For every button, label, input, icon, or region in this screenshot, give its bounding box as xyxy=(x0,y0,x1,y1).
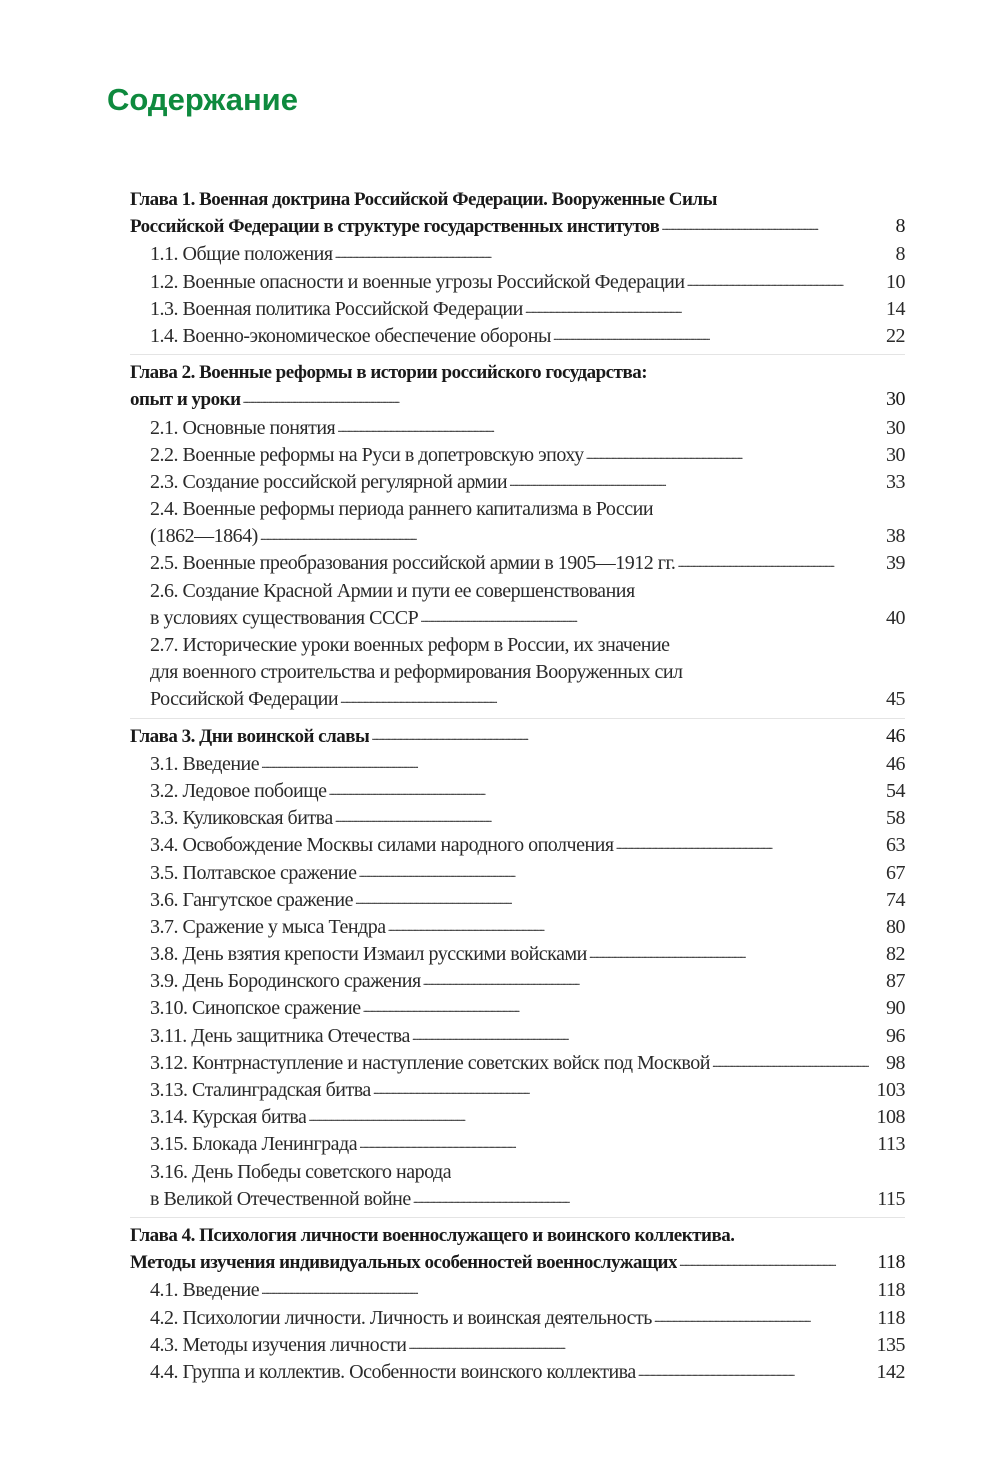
dot-leader xyxy=(423,967,884,987)
toc-section-line[interactable] xyxy=(130,549,905,576)
dot-leader xyxy=(589,940,884,960)
dot-leader xyxy=(261,1276,875,1296)
page-number: 135 xyxy=(876,1333,905,1356)
toc-section-line[interactable] xyxy=(130,967,905,994)
page-number: 58 xyxy=(886,807,905,830)
section-title: 3.14. Курская битва xyxy=(150,1106,307,1129)
page-number: 14 xyxy=(886,297,905,320)
section-title: в Великой Отечественной войне xyxy=(150,1187,411,1210)
dot-leader xyxy=(420,604,884,624)
page-number: 45 xyxy=(886,688,905,711)
toc-section-line[interactable] xyxy=(130,1022,905,1049)
toc-section-line[interactable] xyxy=(130,913,905,940)
dot-leader xyxy=(413,1185,875,1205)
dot-leader xyxy=(616,831,884,851)
toc-section-line[interactable] xyxy=(130,831,905,858)
page-number: 118 xyxy=(877,1279,905,1302)
section-title: 3.13. Сталинградская битва xyxy=(150,1079,371,1101)
toc-section-line[interactable] xyxy=(130,685,905,712)
toc-section-line[interactable] xyxy=(130,804,905,831)
toc-chapter xyxy=(130,718,905,1212)
section-title: 3.3. Куликовская битва xyxy=(150,807,333,830)
toc-section-line[interactable] xyxy=(130,631,905,658)
section-title: 2.4. Военные реформы периода раннего капитализма в России xyxy=(150,498,654,521)
chapter-title: Глава 2. Военные реформы в истории российского государства: xyxy=(130,362,648,384)
section-title: 2.1. Основные понятия xyxy=(150,416,336,439)
dot-leader xyxy=(337,414,884,434)
toc-section-line[interactable] xyxy=(130,994,905,1021)
dot-leader xyxy=(525,295,884,315)
section-title: 1.4. Военно-экономическое обеспечение обороны xyxy=(150,324,551,347)
section-title: 3.8. День взятия крепости Измаил русскими войсками xyxy=(150,943,587,966)
toc-section-line[interactable] xyxy=(130,1130,905,1157)
page-number: 87 xyxy=(886,970,905,993)
toc-section-line[interactable] xyxy=(130,1158,905,1185)
dot-leader xyxy=(553,322,884,342)
toc-section-line[interactable] xyxy=(130,1276,905,1303)
toc-chapter-heading-line[interactable] xyxy=(130,1249,905,1276)
page-number: 82 xyxy=(886,943,905,966)
section-title: для военного строительства и реформирования Вооруженных сил xyxy=(150,661,683,684)
dot-leader xyxy=(329,777,884,797)
page-number: 118 xyxy=(877,1306,905,1329)
section-title: 3.5. Полтавское сражение xyxy=(150,861,357,884)
section-title: 3.7. Сражение у мыса Тендра xyxy=(150,915,386,938)
toc-chapter xyxy=(130,186,905,349)
toc-section-line[interactable] xyxy=(130,859,905,886)
section-title: 3.2. Ледовое побоище xyxy=(150,779,327,802)
toc-section-line[interactable] xyxy=(130,750,905,777)
dot-leader xyxy=(340,685,884,705)
section-title: (1862—1864) xyxy=(150,525,258,548)
dot-leader xyxy=(335,240,894,260)
dot-leader xyxy=(373,1076,875,1096)
dot-leader xyxy=(687,268,884,288)
toc-section-line[interactable] xyxy=(130,604,905,631)
section-title: 3.1. Введение xyxy=(150,752,260,775)
dot-leader xyxy=(359,1130,875,1150)
section-title: 1.1. Общие положения xyxy=(150,243,333,266)
toc-section-line[interactable] xyxy=(130,1304,905,1331)
toc-chapter-heading-line[interactable] xyxy=(130,213,905,240)
section-title: 3.11. День защитника Отечества xyxy=(150,1024,410,1047)
page-number: 33 xyxy=(886,470,905,493)
dot-leader xyxy=(712,1049,884,1069)
dot-leader xyxy=(388,913,884,933)
dot-leader xyxy=(679,1249,875,1268)
page-number: 74 xyxy=(886,888,905,911)
chapter-title: Глава 1. Военная доктрина Российской Федерации. Вооруженные Силы xyxy=(130,189,717,210)
toc-section-line[interactable] xyxy=(130,658,905,685)
toc-section-line[interactable] xyxy=(130,522,905,549)
page-number: 118 xyxy=(877,1251,905,1274)
dot-leader xyxy=(408,1331,874,1351)
toc-chapter xyxy=(130,1217,905,1385)
toc-section-line[interactable] xyxy=(130,414,905,441)
section-title: 4.4. Группа и коллектив. Особенности воинского коллектива xyxy=(150,1360,636,1383)
page-number: 30 xyxy=(886,388,905,411)
page-number: 46 xyxy=(886,724,905,747)
section-title: 2.3. Создание российской регулярной армии xyxy=(150,470,508,493)
page-number: 115 xyxy=(877,1187,905,1210)
page-number: 30 xyxy=(886,443,905,466)
section-title: 3.6. Гангутское сражение xyxy=(150,888,353,911)
chapter-title: Методы изучения индивидуальных особенностей военнослужащих xyxy=(130,1252,678,1274)
toc-section-line[interactable] xyxy=(130,1331,905,1358)
page-number: 10 xyxy=(886,270,905,293)
page-number: 8 xyxy=(895,243,905,266)
dot-leader xyxy=(363,994,884,1014)
dot-leader xyxy=(677,549,884,569)
toc-section-line[interactable] xyxy=(130,577,905,604)
toc-section-line[interactable] xyxy=(130,1049,905,1076)
dot-leader xyxy=(371,723,884,742)
toc-section-line[interactable] xyxy=(130,268,905,295)
section-title: 2.7. Исторические уроки военных реформ в России, их значение xyxy=(150,634,670,656)
toc-section-line[interactable] xyxy=(130,777,905,804)
section-title: 3.16. День Победы советского народа xyxy=(150,1160,452,1183)
section-title: Российской Федерации xyxy=(150,688,339,711)
dot-leader xyxy=(260,522,884,542)
dot-leader xyxy=(243,386,884,405)
dot-leader xyxy=(654,1304,875,1324)
dot-leader xyxy=(261,750,884,770)
section-title: 1.3. Военная политика Российской Федерации xyxy=(150,297,523,320)
section-title: 2.5. Военные преобразования российской армии в 1905—1912 гг. xyxy=(150,552,676,575)
dot-leader xyxy=(638,1358,875,1378)
toc-section-line[interactable] xyxy=(130,240,905,267)
page-number: 98 xyxy=(886,1051,905,1074)
page-number: 8 xyxy=(895,215,905,238)
page-number: 96 xyxy=(886,1024,905,1047)
dot-leader xyxy=(509,468,884,488)
section-title: 3.10. Синопское сражение xyxy=(150,997,361,1020)
toc-section-line[interactable] xyxy=(130,940,905,967)
section-title: 2.2. Военные реформы на Руси в допетровскую эпоху xyxy=(150,443,584,466)
toc-section-line[interactable] xyxy=(130,322,905,349)
page-number: 22 xyxy=(886,324,905,347)
page-number: 142 xyxy=(876,1360,905,1383)
section-title: 4.3. Методы изучения личности xyxy=(150,1333,407,1356)
section-title: в условиях существования СССР xyxy=(150,606,419,629)
toc-chapter-heading-line[interactable] xyxy=(130,1222,905,1249)
page-number: 63 xyxy=(886,834,905,857)
page-number: 39 xyxy=(886,552,905,575)
page-number: 90 xyxy=(886,997,905,1020)
page-number: 46 xyxy=(886,752,905,775)
page-number: 108 xyxy=(876,1106,905,1129)
toc-chapter-heading-line[interactable] xyxy=(130,386,905,413)
dot-leader xyxy=(355,886,884,906)
toc-chapter-heading-line[interactable] xyxy=(130,186,905,213)
toc-section-line[interactable] xyxy=(130,295,905,322)
table-of-contents xyxy=(130,186,905,1385)
dot-leader xyxy=(335,804,884,824)
toc-section-line[interactable] xyxy=(130,468,905,495)
section-title: 4.1. Введение xyxy=(150,1279,260,1302)
dot-leader xyxy=(359,859,884,879)
toc-chapter-heading-line[interactable] xyxy=(130,723,905,750)
toc-section-line[interactable] xyxy=(130,1103,905,1130)
page-number: 103 xyxy=(876,1079,905,1101)
page-number: 113 xyxy=(877,1133,905,1156)
page-number: 67 xyxy=(886,861,905,884)
chapter-title: Глава 3. Дни воинской славы xyxy=(130,725,370,747)
chapter-title: Российской Федерации в структуре государственных институтов xyxy=(130,216,660,238)
section-title: 3.9. День Бородинского сражения xyxy=(150,970,421,993)
section-title: 3.4. Освобождение Москвы силами народного ополчения xyxy=(150,834,614,857)
toc-chapter-heading-line[interactable] xyxy=(130,359,905,386)
page-number: 54 xyxy=(886,779,905,802)
section-title: 4.2. Психологии личности. Личность и воинская деятельность xyxy=(150,1306,652,1329)
section-title: 2.6. Создание Красной Армии и пути ее совершенствования xyxy=(150,579,635,602)
dot-leader xyxy=(661,213,893,232)
section-title: 3.15. Блокада Ленинграда xyxy=(150,1133,358,1156)
page-number: 38 xyxy=(886,525,905,548)
section-title: 1.2. Военные опасности и военные угрозы Российской Федерации xyxy=(150,270,685,293)
toc-section-line[interactable] xyxy=(130,1185,905,1212)
toc-section-line[interactable] xyxy=(130,1076,905,1103)
chapter-title: опыт и уроки xyxy=(130,389,241,411)
toc-section-line[interactable] xyxy=(130,441,905,468)
dot-leader xyxy=(412,1022,884,1042)
toc-chapter xyxy=(130,354,905,712)
toc-section-line[interactable] xyxy=(130,1358,905,1385)
page-title: Содержание xyxy=(107,82,298,117)
dot-leader xyxy=(308,1103,874,1123)
section-title: 3.12. Контрнаступление и наступление советских войск под Москвой xyxy=(150,1051,710,1074)
page-number: 40 xyxy=(886,606,905,629)
toc-section-line[interactable] xyxy=(130,886,905,913)
toc-section-line[interactable] xyxy=(130,495,905,522)
page-number: 80 xyxy=(886,915,905,938)
dot-leader xyxy=(586,441,884,461)
page-number: 30 xyxy=(886,416,905,439)
chapter-title: Глава 4. Психология личности военнослужащего и воинского коллектива. xyxy=(130,1224,735,1246)
